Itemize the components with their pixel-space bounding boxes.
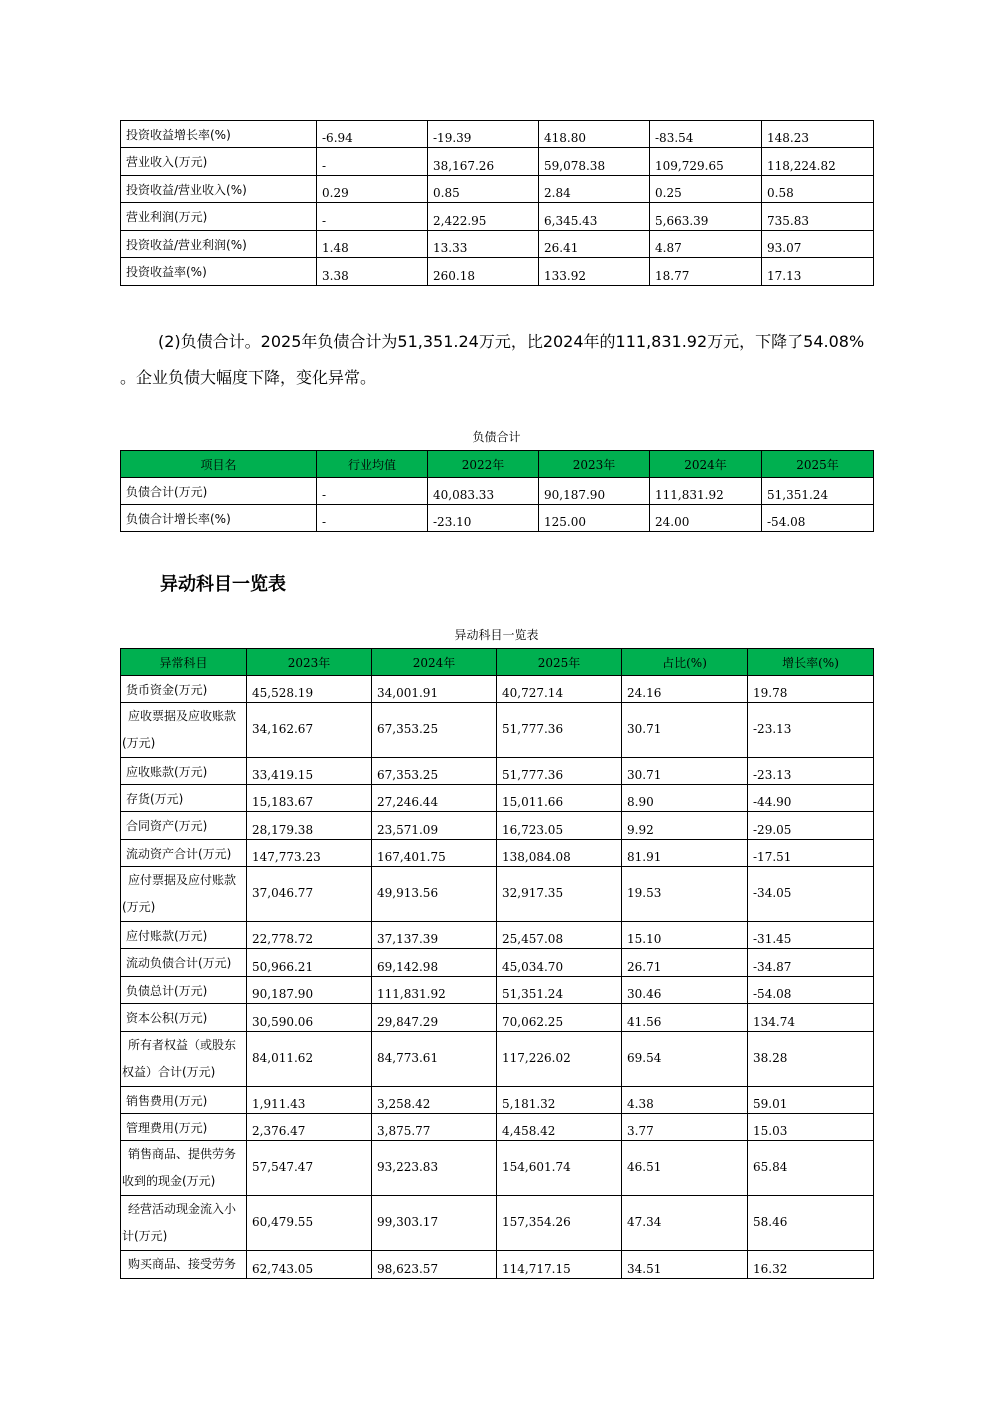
table-cell: 1.48 [317,231,428,258]
table-cell: -23.13 [748,703,874,758]
table-cell: 90,187.90 [247,977,372,1004]
table-cell: 260.18 [428,258,539,286]
table-cell: -34.05 [748,867,874,922]
table-row [121,121,874,148]
table-cell: 41.56 [622,1004,748,1032]
table-cell: -54.08 [748,977,874,1004]
row-label: 经营活动现金流入小计(万元) [121,1196,247,1251]
row-label: 应付票据及应付账款(万元) [121,867,247,922]
table-cell: 19.53 [622,867,748,922]
table-cell: 134.74 [748,1004,874,1032]
table-cell: 28,179.38 [247,812,372,840]
table-cell: 40,727.14 [497,676,622,703]
row-label: 管理费用(万元) [121,1114,247,1141]
table-cell: 2.84 [539,176,650,203]
table-cell: 111,831.92 [650,478,762,505]
column-header: 2023年 [247,649,372,676]
table-cell: 111,831.92 [372,977,497,1004]
table-cell: 418.80 [539,121,650,148]
paragraph-line-2: 。企业负债大幅度下降，变化异常。 [120,368,377,387]
column-header: 2025年 [497,649,622,676]
table-cell: 84,773.61 [372,1032,497,1087]
table3-caption: 异动科目一览表 [454,628,539,642]
table-cell: 24.16 [622,676,748,703]
column-header: 2024年 [650,451,762,478]
row-label: 应收账款(万元) [121,758,247,785]
table-row [121,505,874,532]
table-cell: 19.78 [748,676,874,703]
paragraph-line-1: (2)负债合计。2025年负债合计为51,351.24万元，比2024年的111,831.92万元，下降了54.08% [158,332,865,351]
table-cell: 16,723.05 [497,812,622,840]
table-cell: -23.13 [748,758,874,785]
column-header: 2025年 [762,451,874,478]
table-cell: 13.33 [428,231,539,258]
column-header: 项目名 [121,451,317,478]
table-cell: 40,083.33 [428,478,539,505]
table-cell: 6,345.43 [539,203,650,231]
table-cell: 15,011.66 [497,785,622,812]
table-cell: 58.46 [748,1196,874,1251]
table-cell: 138,084.08 [497,840,622,867]
column-header: 占比(%) [622,649,748,676]
table-cell: 18.77 [650,258,762,286]
table-cell: 51,351.24 [497,977,622,1004]
table-cell: 0.85 [428,176,539,203]
table-cell: 30.71 [622,758,748,785]
table-cell: 154,601.74 [497,1141,622,1196]
table-cell: 0.58 [762,176,874,203]
table-cell: 50,966.21 [247,949,372,977]
table-cell: 109,729.65 [650,148,762,176]
row-label: 购买商品、接受劳务 [121,1251,247,1279]
table-cell: -54.08 [762,505,874,532]
column-header: 2022年 [428,451,539,478]
table-cell: 37,137.39 [372,922,497,949]
column-header: 2023年 [539,451,650,478]
table-cell: 118,224.82 [762,148,874,176]
table-cell: 15.10 [622,922,748,949]
table-cell: 47.34 [622,1196,748,1251]
table-cell: 59.01 [748,1087,874,1114]
table-row [121,1032,874,1087]
table-row [121,867,874,922]
table-cell: 30,590.06 [247,1004,372,1032]
table-cell: 65.84 [748,1141,874,1196]
row-label: 所有者权益（或股东权益）合计(万元) [121,1032,247,1087]
table-cell: 34.51 [622,1251,748,1279]
row-label: 销售费用(万元) [121,1087,247,1114]
table-cell: 26.41 [539,231,650,258]
table-cell: -19.39 [428,121,539,148]
table-cell: -34.87 [748,949,874,977]
table-cell: 8.90 [622,785,748,812]
table-cell: -17.51 [748,840,874,867]
table-row [121,785,874,812]
row-label: 投资收益/营业收入(%) [121,176,317,203]
table-row [121,1114,874,1141]
table-cell: 33,419.15 [247,758,372,785]
table-cell: 167,401.75 [372,840,497,867]
table-cell: 9.92 [622,812,748,840]
table-cell: 3,875.77 [372,1114,497,1141]
table-cell: 45,034.70 [497,949,622,977]
liabilities-table [120,450,874,532]
table-row [121,1004,874,1032]
row-label: 投资收益率(%) [121,258,317,286]
table-cell: 32,917.35 [497,867,622,922]
table-cell: 3.38 [317,258,428,286]
table-cell: 38.28 [748,1032,874,1087]
row-label: 存货(万元) [121,785,247,812]
table-cell: 0.25 [650,176,762,203]
table-cell: 2,376.47 [247,1114,372,1141]
investment-income-table [120,120,874,286]
table-cell: 38,167.26 [428,148,539,176]
table-cell: -83.54 [650,121,762,148]
table-row [121,1087,874,1114]
table-cell: 93.07 [762,231,874,258]
table2-caption: 负债合计 [472,430,521,444]
table-cell: -23.10 [428,505,539,532]
table-cell: 59,078.38 [539,148,650,176]
table-cell: 16.32 [748,1251,874,1279]
table-row [121,148,874,176]
table-cell: 133.92 [539,258,650,286]
table-row [121,977,874,1004]
table-cell: 27,246.44 [372,785,497,812]
section-heading: 异动科目一览表 [160,574,286,595]
table-row [121,703,874,758]
table-cell: 3,258.42 [372,1087,497,1114]
table-cell: 29,847.29 [372,1004,497,1032]
table-cell: 22,778.72 [247,922,372,949]
column-header: 增长率(%) [748,649,874,676]
column-header: 异常科目 [121,649,247,676]
table-cell: 25,457.08 [497,922,622,949]
table-cell: 81.91 [622,840,748,867]
table-row [121,258,874,286]
row-label: 投资收益增长率(%) [121,121,317,148]
abnormal-items-table [120,648,874,1279]
table-cell: 17.13 [762,258,874,286]
table-cell: 67,353.25 [372,758,497,785]
table-cell: - [317,505,428,532]
table-cell: - [317,203,428,231]
table-cell: 46.51 [622,1141,748,1196]
row-label: 负债合计(万元) [121,478,317,505]
table-cell: 49,913.56 [372,867,497,922]
column-header: 行业均值 [317,451,428,478]
table-cell: 69,142.98 [372,949,497,977]
table-cell: 99,303.17 [372,1196,497,1251]
row-label: 投资收益/营业利润(%) [121,231,317,258]
table-row [121,203,874,231]
row-label: 销售商品、提供劳务收到的现金(万元) [121,1141,247,1196]
table-cell: 98,623.57 [372,1251,497,1279]
table-cell: 15,183.67 [247,785,372,812]
table-cell: 69.54 [622,1032,748,1087]
table-cell: 157,354.26 [497,1196,622,1251]
table-row [121,758,874,785]
table-cell: 4.38 [622,1087,748,1114]
table-cell: 34,162.67 [247,703,372,758]
table-cell: -6.94 [317,121,428,148]
table-cell: 2,422.95 [428,203,539,231]
table-cell: 51,777.36 [497,758,622,785]
table-cell: 4.87 [650,231,762,258]
table-cell: 93,223.83 [372,1141,497,1196]
table-cell: -44.90 [748,785,874,812]
table-row [121,949,874,977]
table-cell: 3.77 [622,1114,748,1141]
table-row [121,676,874,703]
table-cell: 4,458.42 [497,1114,622,1141]
row-label: 负债合计增长率(%) [121,505,317,532]
table-row [121,1141,874,1196]
table-cell: 117,226.02 [497,1032,622,1087]
table-cell: 1,911.43 [247,1087,372,1114]
table-row [121,231,874,258]
table-cell: 147,773.23 [247,840,372,867]
table-cell: 51,777.36 [497,703,622,758]
row-label: 流动负债合计(万元) [121,949,247,977]
table-cell: - [317,148,428,176]
table-row [121,176,874,203]
table-cell: 84,011.62 [247,1032,372,1087]
liabilities-paragraph [120,324,880,396]
row-label: 流动资产合计(万元) [121,840,247,867]
table-cell: 30.46 [622,977,748,1004]
table-row [121,840,874,867]
table-cell: 735.83 [762,203,874,231]
row-label: 应付账款(万元) [121,922,247,949]
table-cell: 125.00 [539,505,650,532]
table-cell: 51,351.24 [762,478,874,505]
table-cell: -31.45 [748,922,874,949]
column-header: 2024年 [372,649,497,676]
table-row [121,1196,874,1251]
row-label: 营业利润(万元) [121,203,317,231]
table-row [121,1251,874,1279]
table-cell: 90,187.90 [539,478,650,505]
table-cell: 26.71 [622,949,748,977]
table-cell: 60,479.55 [247,1196,372,1251]
table-cell: 34,001.91 [372,676,497,703]
row-label: 应收票据及应收账款(万元) [121,703,247,758]
table-cell: 5,181.32 [497,1087,622,1114]
row-label: 资本公积(万元) [121,1004,247,1032]
table-row [121,922,874,949]
table-cell: 5,663.39 [650,203,762,231]
table-row [121,478,874,505]
table-cell: 15.03 [748,1114,874,1141]
table-cell: 67,353.25 [372,703,497,758]
table-cell: 114,717.15 [497,1251,622,1279]
table-cell: 57,547.47 [247,1141,372,1196]
row-label: 货币资金(万元) [121,676,247,703]
row-label: 营业收入(万元) [121,148,317,176]
row-label: 合同资产(万元) [121,812,247,840]
table-cell: 45,528.19 [247,676,372,703]
table-cell: 148.23 [762,121,874,148]
table-cell: -29.05 [748,812,874,840]
table-cell: 62,743.05 [247,1251,372,1279]
table-cell: 70,062.25 [497,1004,622,1032]
table-row [121,812,874,840]
table-cell: 23,571.09 [372,812,497,840]
table-cell: 30.71 [622,703,748,758]
table-cell: - [317,478,428,505]
table-cell: 37,046.77 [247,867,372,922]
table-cell: 0.29 [317,176,428,203]
table-cell: 24.00 [650,505,762,532]
row-label: 负债总计(万元) [121,977,247,1004]
